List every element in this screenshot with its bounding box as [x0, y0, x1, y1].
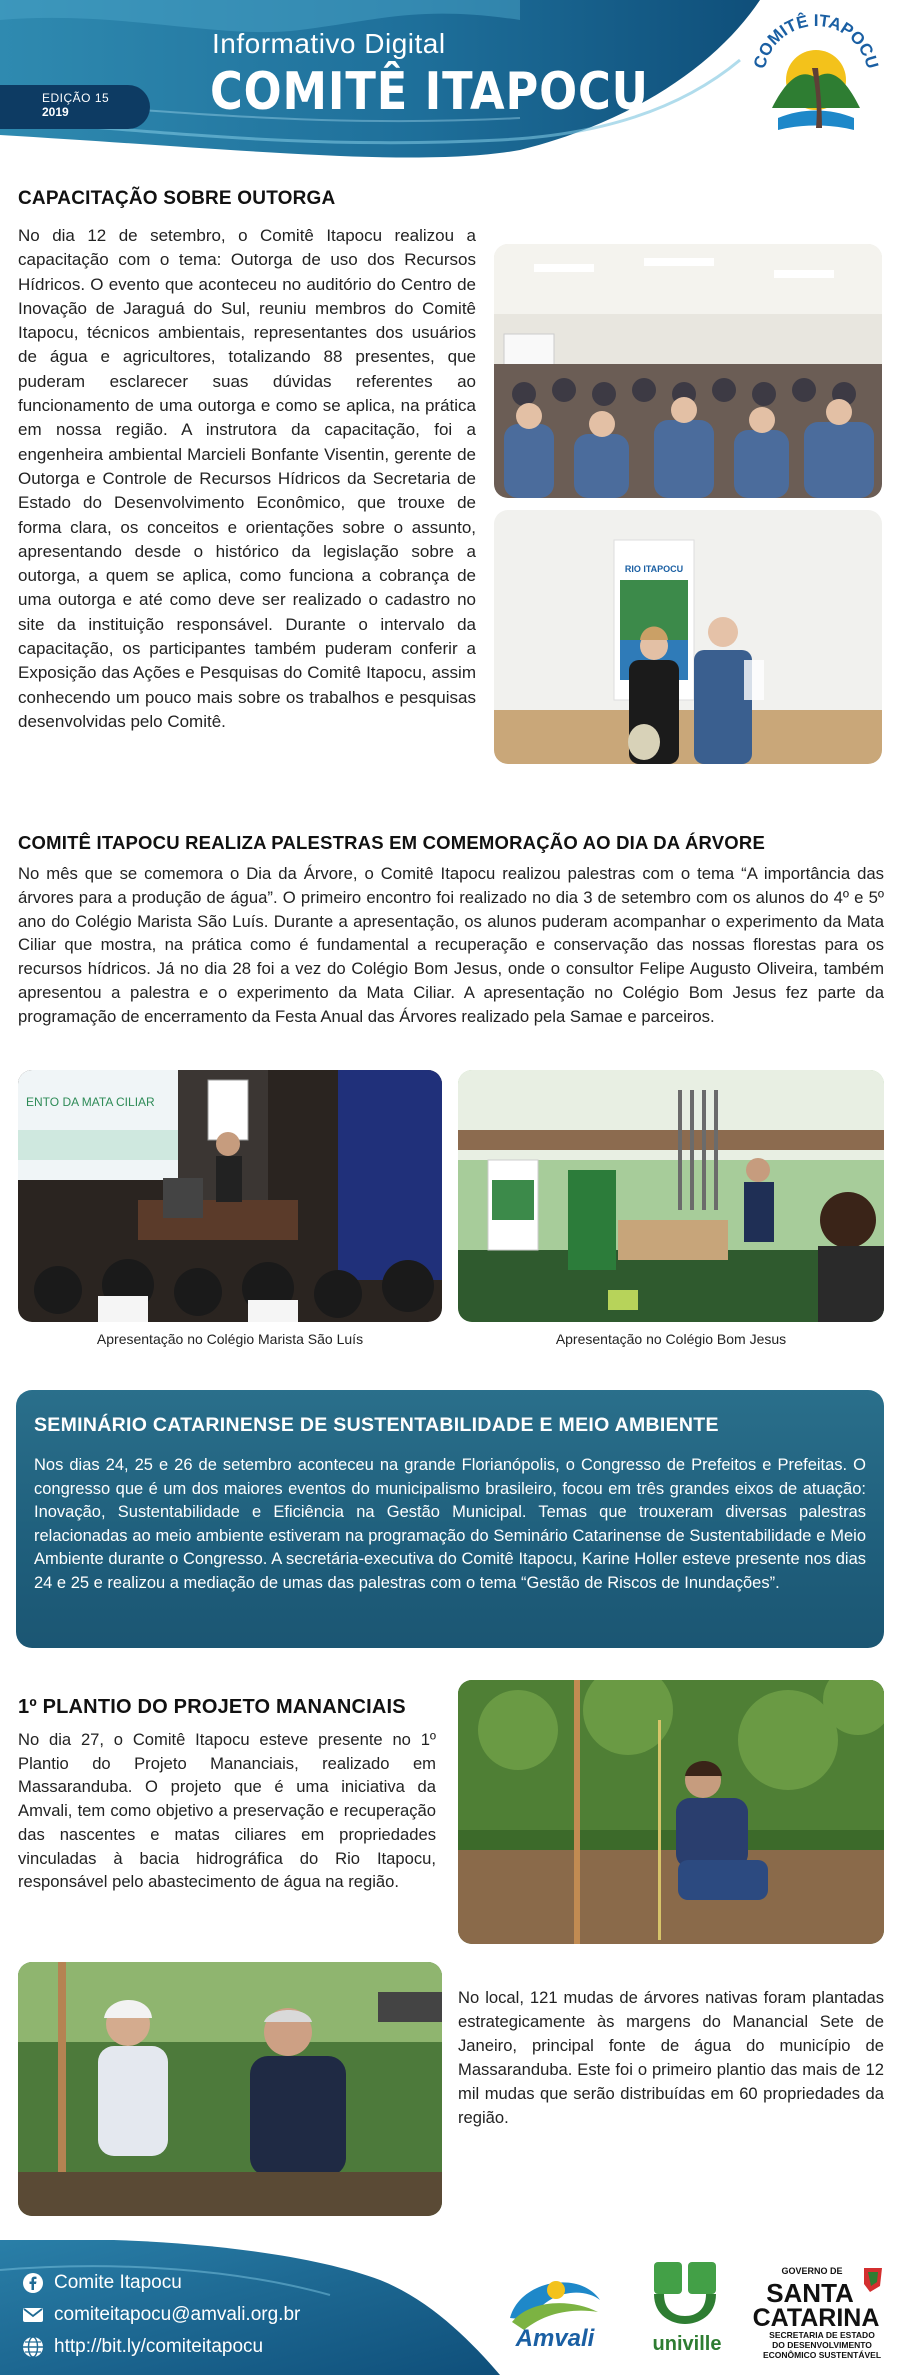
santa-catarina-logo — [752, 2262, 892, 2362]
section4-body2: No local, 121 mudas de árvores nativas foram plantadas estrategicamente às margens do Manancial Sete de Janeiro, principal fonte de água do município de Massaranduba. Este foi o primeiro plantio das mais de 12 mil mudas que serão distribuídas em 60 propriedades da região. — [458, 1988, 884, 2127]
caption-bom-jesus: Apresentação no Colégio Bom Jesus — [555, 1331, 787, 1347]
header-title: COMITÊ ITAPOCU — [210, 62, 649, 122]
logo-text: COMITÊ ITAPOCU — [749, 10, 883, 71]
sc-line1: GOVERNO DE — [781, 2266, 843, 2276]
caption-marista: Apresentação no Colégio Marista São Luís — [96, 1331, 364, 1347]
email-text: comiteitapocu@amvali.org.br — [54, 2304, 301, 2325]
section2-title: COMITÊ ITAPOCU REALIZA PALESTRAS EM COMEMORAÇÃO AO DIA DA ÁRVORE — [18, 832, 765, 853]
amvali-text: Amvali — [515, 2325, 595, 2352]
section3-title: SEMINÁRIO CATARINENSE DE SUSTENTABILIDADE E MEIO AMBIENTE — [34, 1414, 719, 1436]
contact-email[interactable] — [22, 2304, 300, 2326]
photo-exhibition-banner — [494, 510, 882, 764]
section1-body: No dia 12 de setembro, o Comitê Itapocu realizou a capacitação com o tema: Outorga de uso dos Recursos Hídricos. O evento que aconteceu no auditório do Centro de Inovação de Jaraguá do Sul, reuniu membros do Comitê Itapocu, técnicos ambientais, representantes dos usuários de água e agricultores, totalizando 88 presentes, que puderam esclarecer suas dúvidas referentes ao funcionamento de uma outorga e como se aplica, na prática em nossa região. A instrutora da capacitação, foi a engenheira ambiental Marcieli Bonfante Visentin, gerente de Outorga e Controle de Recursos Hídricos da Secretaria de Estado do Desenvolvimento Econômico, que trouxe de forma clara, os conceitos e orientações sobre o assunto, apresentando desde o histórico da legislação sobre a outorga, a quem se aplica, como funciona a cobrança de uma outorga e até como deve ser realizado o cadastro no site da instituição responsável. Durante o intervalo da capacitação, os participantes também puderam conferir a Exposição das Ações e Pesquisas do Comitê Itapocu, assim conhecendo um pouco mais sobre os trabalhos e pesquisas desenvolvidas pelo Comitê. — [18, 226, 476, 731]
footer — [0, 2240, 900, 2375]
univille-text: univille — [652, 2333, 722, 2355]
email-icon — [22, 2304, 44, 2326]
header — [0, 0, 900, 160]
banner-text: RIO ITAPOCU — [624, 564, 684, 574]
edition-label: EDIÇÃO 15 — [42, 91, 110, 105]
seminario-box — [16, 1390, 884, 1648]
edition-tag — [0, 85, 150, 129]
sc-line5: DO DESENVOLVIMENTO — [772, 2340, 872, 2350]
sc-line2: SANTA — [766, 2278, 854, 2308]
sc-line3: CATARINA — [752, 2304, 880, 2332]
photo-auditorium-audience — [494, 244, 882, 498]
facebook-icon — [22, 2272, 44, 2294]
photo-planting-tree — [458, 1680, 884, 1944]
website-text: http://bit.ly/comiteitapocu — [54, 2336, 264, 2357]
section4-body1: No dia 27, o Comitê Itapocu esteve presente no 1º Plantio do Projeto Mananciais, realizado em Massaranduba. O projeto que é uma iniciativa da Amvali, tem como objetivo a preservação e recuperação das nascentes e matas ciliares em propriedades vinculadas à bacia hidrográfica do Rio Itapocu, responsável pelo abastecimento de água na região. — [18, 1730, 436, 1892]
photo-bom-jesus-presentation — [458, 1070, 884, 1322]
photo-two-men-planting — [18, 1962, 442, 2216]
sc-line6: ECONÔMICO SUSTENTÁVEL — [762, 2350, 882, 2360]
section1-title: CAPACITAÇÃO SOBRE OUTORGA — [18, 188, 336, 209]
screen-text: ENTO DA MATA CILIAR — [26, 1095, 155, 1109]
amvali-logo — [490, 2260, 620, 2360]
photo-marista-presentation — [18, 1070, 442, 1322]
sc-line4: SECRETARIA DE ESTADO — [769, 2330, 875, 2340]
univille-logo — [632, 2258, 742, 2362]
header-subtitle: Informativo Digital — [212, 28, 446, 59]
section2-body: No mês que se comemora o Dia da Árvore, o Comitê Itapocu realizou palestras com o tema “A importância das árvores para a produção de água”. O primeiro encontro foi realizado no dia 3 de setembro com os alunos do 4º e 5º ano do Colégio Marista São Luís. Durante a apresentação, os alunos puderam acompanhar o experimento da Mata Ciliar que mostra, na prática como é fundamental a recuperação e conservação das nossas florestas para os recursos hídricos. Já no dia 28 foi a vez do Colégio Bom Jesus, onde o consultor Felipe Augusto Oliveira, também apresentou a palestra e o experimento da Mata Ciliar. A apresentação no Colégio Bom Jesus fez parte da programação de encerramento da Festa Anual das Árvores realizado pela Samae e parceiros. — [18, 864, 884, 1026]
contact-website[interactable] — [22, 2336, 263, 2358]
globe-icon — [22, 2336, 44, 2358]
section3-body: Nos dias 24, 25 e 26 de setembro aconteceu na grande Florianópolis, o Congresso de Prefeitos e Prefeitas. O congresso que é um dos maiores eventos do municipalismo brasileiro, focou em três grandes eixos de atuação: Inovação, Sustentabilidade e Eficiência na Gestão Municipal. Temas que trouxeram diversas palestras relacionadas ao meio ambiente estiveram na programação do Seminário Catarinense de Sustentabilidade e Meio Ambiente durante o Congresso. A secretária-executiva do Comitê Itapocu, Karine Holler esteve presente nos dias 24 e 25 e realizou a mediação de umas das palestras com o tema “Gestão de Riscos de Inundações”. — [34, 1456, 866, 1592]
comite-itapocu-logo — [742, 8, 890, 156]
contact-facebook[interactable] — [22, 2272, 182, 2294]
facebook-text: Comite Itapocu — [54, 2272, 182, 2293]
edition-year: 2019 — [42, 105, 69, 119]
section4-title: 1º PLANTIO DO PROJETO MANANCIAIS — [18, 1696, 406, 1718]
